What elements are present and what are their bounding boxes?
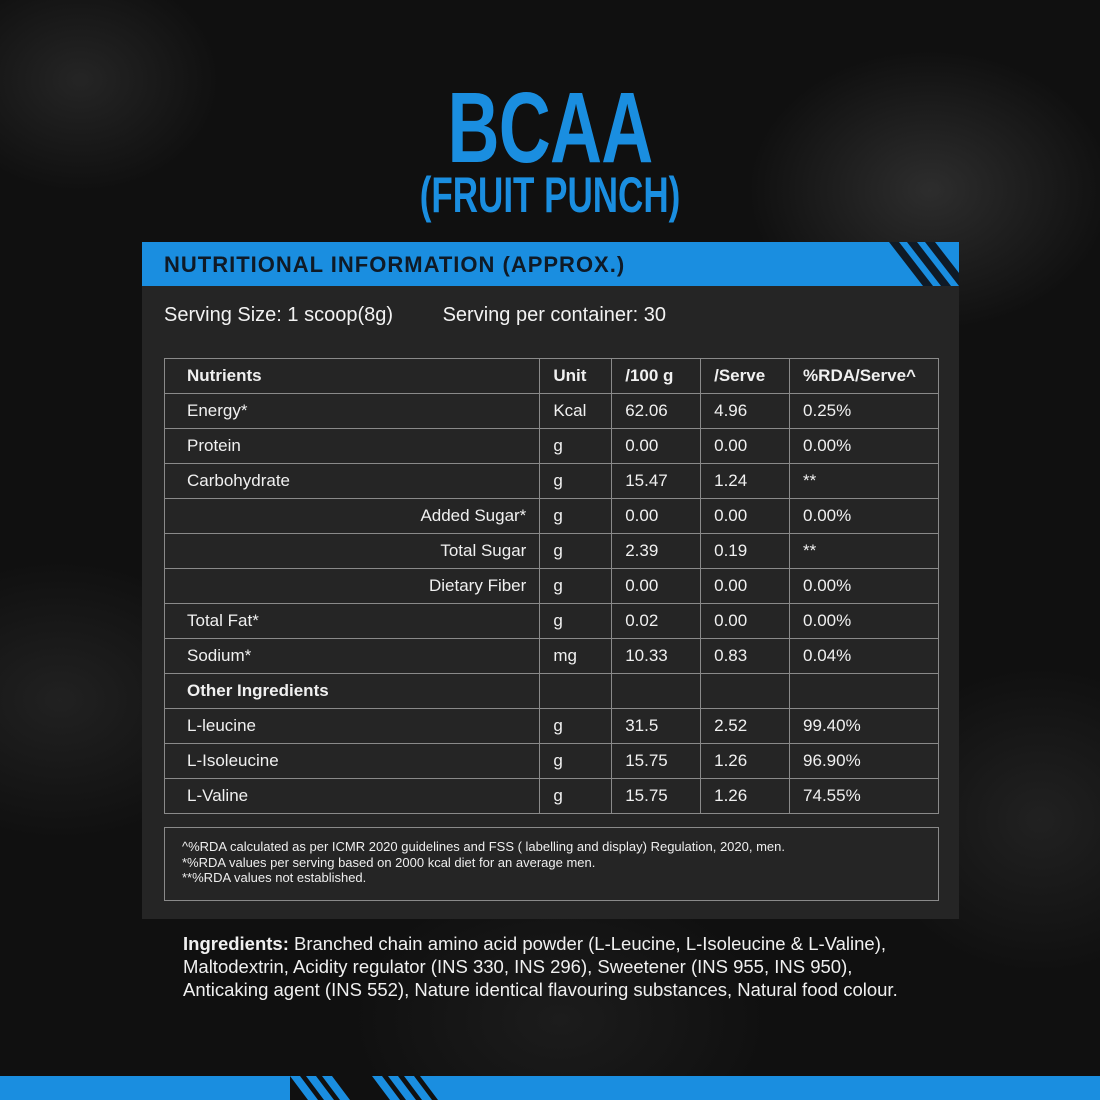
product-flavour: (FRUIT PUNCH) — [419, 167, 681, 223]
serving-size: Serving Size: 1 scoop(8g) — [164, 304, 394, 326]
nutrient-name: L-leucine — [165, 709, 540, 744]
table-row — [165, 534, 939, 569]
per-serve-value: 2.52 — [701, 709, 790, 744]
per-serve-value: 4.96 — [701, 394, 790, 429]
footnote: *%RDA values per serving based on 2000 kcal diet for an average men. — [182, 854, 596, 870]
rda-value: 96.90% — [790, 744, 939, 779]
footer-bar — [0, 1076, 1100, 1100]
panel-header-bar — [142, 242, 959, 286]
table-row — [165, 464, 939, 499]
rda-value: 0.00% — [790, 499, 939, 534]
per-serve-value: 0.19 — [701, 534, 790, 569]
per-100g-value: 15.47 — [612, 464, 701, 499]
table-row — [165, 499, 939, 534]
per-serve-value: 0.00 — [701, 604, 790, 639]
rda-value: ** — [790, 464, 939, 499]
per-serve-value: 1.26 — [701, 744, 790, 779]
nutrient-unit: Kcal — [540, 394, 612, 429]
serving-per-container: Serving per container: 30 — [442, 304, 667, 326]
nutrient-name: Added Sugar* — [165, 499, 540, 534]
nutrient-unit: g — [540, 464, 612, 499]
nutrient-name: Protein — [165, 429, 540, 464]
per-100g-value: 0.00 — [612, 569, 701, 604]
per-serve-value — [701, 674, 790, 709]
table-row — [165, 604, 939, 639]
table-row — [165, 674, 939, 709]
column-header: Nutrients — [165, 359, 540, 394]
column-header: /100 g — [612, 359, 701, 394]
nutrient-name: Total Sugar — [165, 534, 540, 569]
per-100g-value: 62.06 — [612, 394, 701, 429]
nutrient-unit: g — [540, 534, 612, 569]
footer-stripes-decoration-icon — [290, 1076, 440, 1100]
nutrient-unit: g — [540, 604, 612, 639]
per-100g-value: 0.00 — [612, 429, 701, 464]
nutrient-name: Total Fat* — [165, 604, 540, 639]
rda-value: 99.40% — [790, 709, 939, 744]
footnotes — [164, 827, 939, 901]
nutrient-unit: g — [540, 569, 612, 604]
table-row — [165, 394, 939, 429]
per-100g-value: 10.33 — [612, 639, 701, 674]
column-header: %RDA/Serve^ — [790, 359, 939, 394]
table-row — [165, 744, 939, 779]
table-row — [165, 779, 939, 814]
per-100g-value: 31.5 — [612, 709, 701, 744]
rda-value: ** — [790, 534, 939, 569]
ingredients-text — [183, 932, 983, 1001]
rda-value: 74.55% — [790, 779, 939, 814]
nutrient-name: Sodium* — [165, 639, 540, 674]
table-row — [165, 709, 939, 744]
ingredients-line: Maltodextrin, Acidity regulator (INS 330, INS 296), Sweetener (INS 955, INS 950), — [183, 956, 853, 977]
table-row — [165, 569, 939, 604]
per-100g-value: 0.00 — [612, 499, 701, 534]
ingredients-line: Anticaking agent (INS 552), Nature identical flavouring substances, Natural food colour. — [183, 979, 898, 1000]
rda-value: 0.00% — [790, 604, 939, 639]
per-serve-value: 0.00 — [701, 499, 790, 534]
nutrient-name: L-Isoleucine — [165, 744, 540, 779]
nutrient-name: Dietary Fiber — [165, 569, 540, 604]
serving-info — [164, 304, 710, 327]
per-100g-value: 2.39 — [612, 534, 701, 569]
per-100g-value: 15.75 — [612, 779, 701, 814]
table-row — [165, 639, 939, 674]
rda-value: 0.25% — [790, 394, 939, 429]
per-100g-value: 0.02 — [612, 604, 701, 639]
rda-value — [790, 674, 939, 709]
nutrient-unit: g — [540, 744, 612, 779]
per-serve-value: 1.26 — [701, 779, 790, 814]
panel-header-title: NUTRITIONAL INFORMATION (APPROX.) — [164, 252, 626, 277]
per-serve-value: 0.00 — [701, 569, 790, 604]
nutrient-unit: g — [540, 499, 612, 534]
nutrient-name: Energy* — [165, 394, 540, 429]
per-serve-value: 0.00 — [701, 429, 790, 464]
footnote: **%RDA values not established. — [182, 870, 367, 885]
ingredients-label: Ingredients: — [183, 933, 289, 954]
nutrient-unit: g — [540, 709, 612, 744]
section-heading: Other Ingredients — [165, 674, 540, 709]
rda-value: 0.00% — [790, 569, 939, 604]
per-serve-value: 1.24 — [701, 464, 790, 499]
column-header: Unit — [540, 359, 612, 394]
table-row — [165, 429, 939, 464]
nutrient-unit: mg — [540, 639, 612, 674]
product-title: BCAA — [447, 72, 653, 184]
ingredients-line: Branched chain amino acid powder (L-Leucine, L-Isoleucine & L-Valine), — [288, 933, 887, 954]
nutrient-unit: g — [540, 779, 612, 814]
per-serve-value: 0.83 — [701, 639, 790, 674]
nutrient-unit — [540, 674, 612, 709]
table-header-row — [165, 359, 939, 394]
nutrition-table — [164, 358, 939, 814]
column-header: /Serve — [701, 359, 790, 394]
footnote: ^%RDA calculated as per ICMR 2020 guidelines and FSS ( labelling and display) Regulation, 2020, men. — [182, 839, 785, 854]
per-100g-value: 15.75 — [612, 744, 701, 779]
per-100g-value — [612, 674, 701, 709]
rda-value: 0.04% — [790, 639, 939, 674]
nutrient-name: Carbohydrate — [165, 464, 540, 499]
stripes-decoration-icon — [889, 242, 959, 286]
rda-value: 0.00% — [790, 429, 939, 464]
nutrient-name: L-Valine — [165, 779, 540, 814]
nutrient-unit: g — [540, 429, 612, 464]
